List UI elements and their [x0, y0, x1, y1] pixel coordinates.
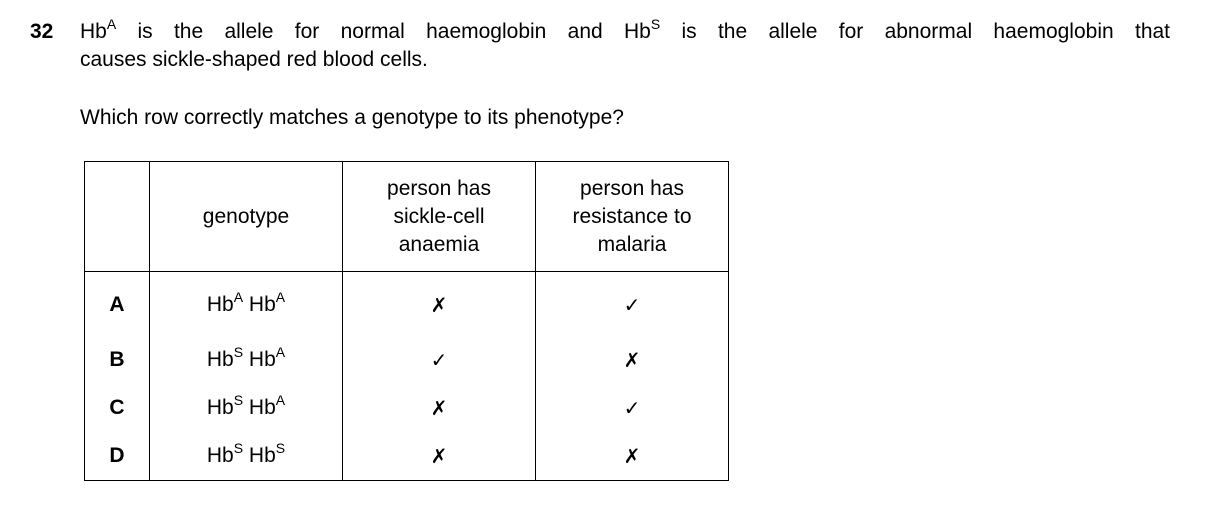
allele-superscript: A [275, 392, 286, 408]
cross-mark-icon: ✗ [343, 384, 536, 432]
header-malaria-line-1: person has [580, 176, 684, 200]
table-header-row [85, 162, 729, 272]
stem-sup-a: A [106, 16, 117, 32]
check-mark-icon: ✓ [343, 336, 536, 384]
table-row-b[interactable] [85, 336, 729, 384]
header-sickle-line-2: sickle-cell [393, 204, 485, 228]
cross-mark-icon: ✗ [343, 432, 536, 481]
cross-mark-icon: ✗ [536, 336, 729, 384]
allele-base: Hb [206, 348, 234, 371]
genotype-cell [150, 432, 343, 481]
allele-base: Hb [248, 396, 276, 419]
allele-base: Hb [206, 444, 234, 467]
allele-superscript: A [275, 344, 286, 360]
header-malaria-line-2: resistance to [572, 204, 692, 228]
stem-text-1: is the allele for normal haemoglobin and [116, 20, 624, 43]
option-letter[interactable]: B [85, 336, 150, 384]
allele-superscript: S [233, 392, 244, 408]
allele-superscript: S [233, 344, 244, 360]
header-malaria-line-3: malaria [597, 232, 667, 256]
table-row-c[interactable] [85, 384, 729, 432]
question-number: 32 [30, 20, 54, 43]
genotype-cell [150, 384, 343, 432]
header-malaria [536, 162, 729, 272]
allele-superscript: A [275, 289, 286, 305]
allele-base: Hb [206, 396, 234, 419]
option-letter[interactable]: C [85, 384, 150, 432]
header-genotype: genotype [150, 162, 343, 272]
cross-mark-icon: ✗ [536, 432, 729, 481]
check-mark-icon: ✓ [536, 384, 729, 432]
allele-base: Hb [248, 293, 276, 316]
question-stem [80, 18, 1170, 74]
option-letter[interactable]: D [85, 432, 150, 481]
cross-mark-icon: ✗ [343, 272, 536, 337]
allele-base: Hb [248, 444, 276, 467]
header-blank [85, 162, 150, 272]
stem-text-2: is the allele for abnormal haemoglobin that [660, 20, 1171, 43]
option-letter[interactable]: A [85, 272, 150, 337]
allele-superscript: S [233, 440, 244, 456]
allele-base: Hb [248, 348, 276, 371]
stem-sup-s: S [650, 16, 661, 32]
allele-superscript: S [275, 440, 286, 456]
table-row-d[interactable] [85, 432, 729, 481]
allele-superscript: A [233, 289, 244, 305]
genotype-cell [150, 336, 343, 384]
header-sickle-line-3: anaemia [398, 232, 480, 256]
answer-table [84, 161, 729, 481]
header-sickle-cell [343, 162, 536, 272]
table-row-a[interactable] [85, 272, 729, 337]
stem-line-2: causes sickle-shaped red blood cells. [80, 48, 428, 71]
allele-base: Hb [206, 293, 234, 316]
genotype-cell [150, 272, 343, 337]
check-mark-icon: ✓ [536, 272, 729, 337]
stem-hb-a: Hb [80, 20, 107, 43]
stem-line-1 [80, 18, 1170, 46]
question-prompt: Which row correctly matches a genotype to its phenotype? [80, 106, 624, 129]
header-sickle-line-1: person has [387, 176, 491, 200]
stem-hb-s: Hb [623, 20, 651, 43]
